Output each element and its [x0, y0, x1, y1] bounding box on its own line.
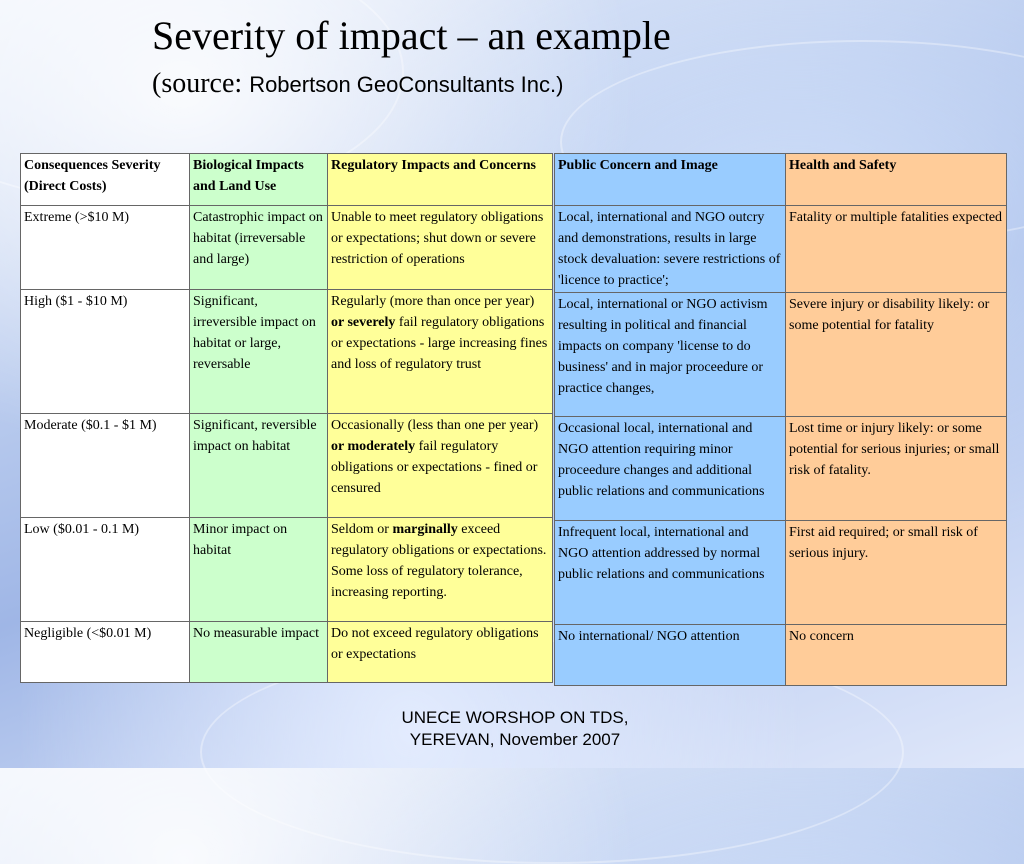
regulatory-cell: Do not exceed regulatory obligations or expectations [328, 622, 553, 683]
footer-line: YEREVAN, November 2007 [409, 730, 621, 749]
footer-line: UNECE WORSHOP ON TDS, [401, 708, 629, 727]
regulatory-text: fail regulatory obligations or expectations - fined or censured [331, 439, 538, 496]
table-row [555, 521, 1007, 625]
health-safety-cell: Severe injury or disability likely: or some potential for fatality [786, 293, 1007, 417]
table-header-row [555, 154, 1007, 206]
severity-cell: Negligible (<$0.01 M) [21, 622, 190, 683]
health-safety-cell: Fatality or multiple fatalities expected [786, 206, 1007, 293]
subtitle-source: Robertson GeoConsultants Inc.) [249, 72, 564, 97]
public-concern-cell: No international/ NGO attention [555, 625, 786, 686]
regulatory-text: Regularly (more than once per year) [331, 294, 535, 309]
biological-cell: No measurable impact [190, 622, 328, 683]
subtitle-prefix: (source: [152, 68, 250, 99]
slide-subtitle [152, 66, 563, 103]
health-safety-cell: No concern [786, 625, 1007, 686]
public-concern-cell: Infrequent local, international and NGO attention addressed by normal public relations and communications [555, 521, 786, 625]
table-row [21, 414, 553, 518]
regulatory-cell [328, 414, 553, 518]
biological-cell: Catastrophic impact on habitat (irreversable and large) [190, 206, 328, 290]
table-row [555, 417, 1007, 521]
header-public-concern: Public Concern and Image [555, 154, 786, 206]
regulatory-cell: Unable to meet regulatory obligations or expectations; shut down or severe restriction of operations [328, 206, 553, 290]
public-concern-cell: Occasional local, international and NGO attention requiring minor proceedure changes and additional public relations and communications [555, 417, 786, 521]
slide-footer [330, 707, 700, 751]
regulatory-emphasis: or moderately [331, 439, 416, 454]
table-row [555, 206, 1007, 293]
table-row [21, 206, 553, 290]
regulatory-text: fail regulatory obligations or expectations - large increasing fines and loss of regulatory trust [331, 315, 548, 372]
regulatory-cell [328, 290, 553, 414]
table-row [21, 290, 553, 414]
severity-cell: Moderate ($0.1 - $1 M) [21, 414, 190, 518]
severity-table-right [554, 153, 1007, 686]
table-row [555, 625, 1007, 686]
table-header-row [21, 154, 553, 206]
severity-table-left [20, 153, 553, 683]
regulatory-text: exceed regulatory obligations or expectations. Some loss of regulatory tolerance, increasing reporting. [331, 522, 547, 600]
health-safety-cell: First aid required; or small risk of serious injury. [786, 521, 1007, 625]
table-row [555, 293, 1007, 417]
biological-cell: Significant, reversible impact on habitat [190, 414, 328, 518]
header-consequences-severity: Consequences Severity (Direct Costs) [21, 154, 190, 206]
biological-cell: Minor impact on habitat [190, 518, 328, 622]
biological-cell: Significant, irreversible impact on habitat or large, reversable [190, 290, 328, 414]
regulatory-emphasis: or severely [331, 315, 396, 330]
health-safety-cell: Lost time or injury likely: or some potential for serious injuries; or small risk of fatality. [786, 417, 1007, 521]
severity-cell: High ($1 - $10 M) [21, 290, 190, 414]
header-biological-impacts: Biological Impacts and Land Use [190, 154, 328, 206]
public-concern-cell: Local, international or NGO activism resulting in political and financial impacts on company 'license to do business' and in major proceedure or practice changes, [555, 293, 786, 417]
table-row [21, 518, 553, 622]
slide-title: Severity of impact – an example [152, 13, 671, 58]
regulatory-cell [328, 518, 553, 622]
header-health-safety: Health and Safety [786, 154, 1007, 206]
regulatory-emphasis: marginally [392, 522, 458, 537]
header-regulatory-impacts: Regulatory Impacts and Concerns [328, 154, 553, 206]
regulatory-text: Seldom or [331, 522, 393, 537]
severity-cell: Extreme (>$10 M) [21, 206, 190, 290]
regulatory-text: Occasionally (less than one per year) [331, 418, 539, 433]
severity-cell: Low ($0.01 - 0.1 M) [21, 518, 190, 622]
table-row [21, 622, 553, 683]
public-concern-cell: Local, international and NGO outcry and demonstrations, results in large stock devaluation: severe restrictions of 'licence to practice'; [555, 206, 786, 293]
